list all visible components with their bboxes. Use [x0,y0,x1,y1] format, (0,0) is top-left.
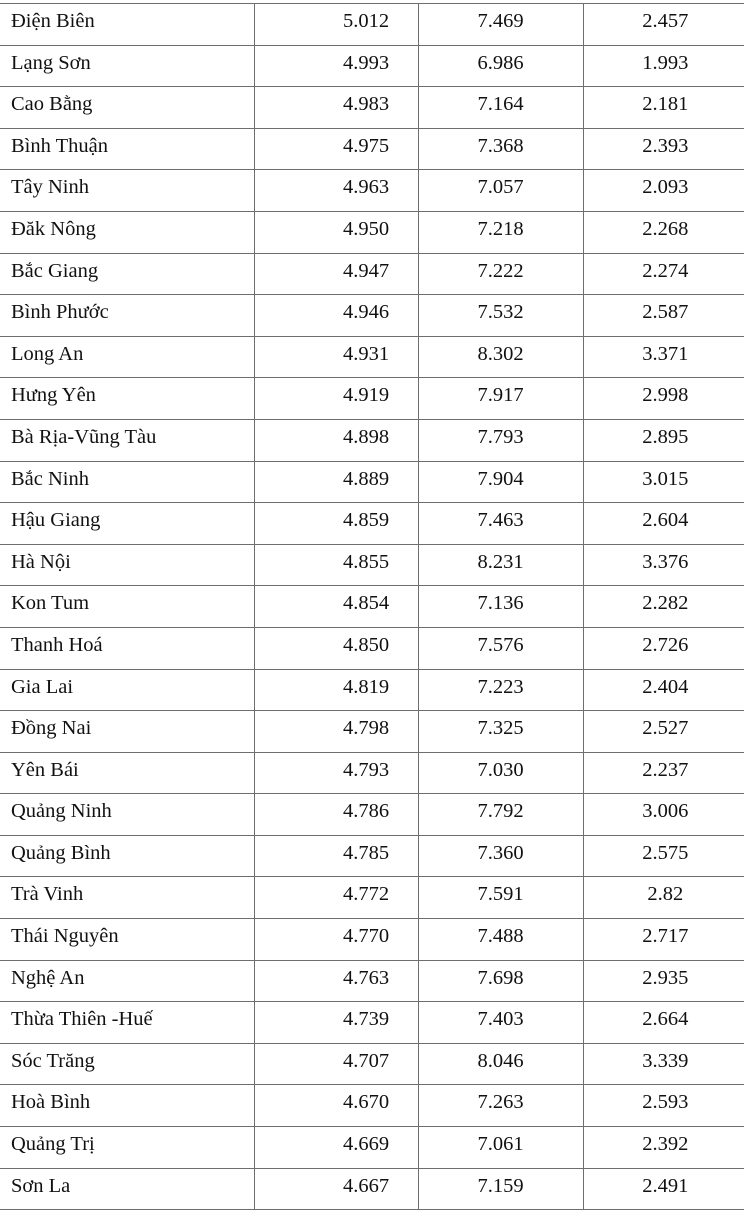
value-3: 3.015 [642,467,689,490]
value-2-cell [418,461,583,503]
value-3: 1.993 [642,51,689,74]
value-3: 2.268 [642,217,689,240]
value-1-cell [254,45,418,87]
value-3: 2.491 [642,1174,689,1197]
value-1: 4.919 [342,384,390,407]
value-3-cell [583,544,744,586]
province-name-cell [0,919,254,961]
value-2: 7.222 [477,259,524,282]
value-1: 4.889 [342,467,390,490]
value-1-cell [254,378,418,420]
value-3-cell [583,253,744,295]
value-1-cell [254,170,418,212]
value-3-cell [583,1168,744,1210]
province-name-cell [0,128,254,170]
table-row [0,378,744,420]
province-name-cell [0,794,254,836]
value-1-cell [254,1043,418,1085]
value-1-cell [254,1002,418,1044]
value-3-cell [583,1002,744,1044]
value-2: 7.030 [477,758,524,781]
table-row [0,877,744,919]
table-row [0,295,744,337]
value-1: 4.859 [342,509,390,532]
value-3-cell [583,45,744,87]
value-3-cell [583,4,744,46]
value-1-cell [254,586,418,628]
value-2-cell [418,128,583,170]
value-3-cell [583,960,744,1002]
table-row [0,336,744,378]
province-name: Bắc Giang [11,259,99,282]
value-1-cell [254,461,418,503]
value-1: 4.770 [342,925,390,948]
value-1: 4.850 [342,633,390,656]
value-2: 7.159 [477,1174,524,1197]
value-1-cell [254,919,418,961]
province-name-cell [0,45,254,87]
value-2: 7.136 [477,592,524,615]
value-1-cell [254,1168,418,1210]
value-3: 2.457 [642,10,689,32]
value-1-cell [254,835,418,877]
value-3-cell [583,87,744,129]
value-3-cell [583,794,744,836]
value-1-cell [254,503,418,545]
value-3-cell [583,503,744,545]
value-2: 7.223 [477,675,524,698]
value-2: 7.576 [477,633,524,656]
province-name: Bình Phước [11,301,109,324]
value-1: 4.819 [342,675,390,698]
value-1-cell [254,1127,418,1169]
value-2: 7.360 [477,841,524,864]
value-1: 4.854 [342,592,390,615]
table-row [0,1127,744,1169]
value-2-cell [418,211,583,253]
table-row [0,503,744,545]
value-3: 2.82 [647,883,684,906]
value-2-cell [418,503,583,545]
value-3-cell [583,128,744,170]
value-3-cell [583,378,744,420]
value-1: 4.670 [342,1091,390,1114]
value-1: 4.898 [342,425,390,448]
province-name: Long An [11,342,84,365]
value-1: 4.793 [342,758,390,781]
value-3-cell [583,711,744,753]
value-2-cell [418,794,583,836]
value-3-cell [583,669,744,711]
table-row [0,128,744,170]
province-name-cell [0,711,254,753]
province-name: Sóc Trăng [11,1049,95,1072]
province-name-cell [0,211,254,253]
value-2-cell [418,627,583,669]
value-1-cell [254,211,418,253]
value-3: 2.717 [642,925,689,948]
value-2-cell [418,752,583,794]
value-3-cell [583,1043,744,1085]
province-name-cell [0,544,254,586]
value-3-cell [583,211,744,253]
value-1-cell [254,87,418,129]
table-row [0,794,744,836]
province-name-cell [0,419,254,461]
value-2: 7.403 [477,1008,524,1031]
table-row [0,960,744,1002]
table-row [0,1085,744,1127]
value-2: 6.986 [477,51,524,74]
province-name-cell [0,1168,254,1210]
value-3-cell [583,919,744,961]
table-row [0,211,744,253]
table-row [0,669,744,711]
value-3: 2.593 [642,1091,689,1114]
value-2-cell [418,295,583,337]
value-1-cell [254,544,418,586]
value-1: 5.012 [342,10,390,32]
value-2: 7.488 [477,925,524,948]
table-row [0,919,744,961]
value-2-cell [418,45,583,87]
value-1-cell [254,253,418,295]
province-name: Bình Thuận [11,134,108,157]
province-name-cell [0,253,254,295]
province-name-cell [0,295,254,337]
province-name: Sơn La [11,1174,71,1197]
value-3: 2.664 [642,1008,689,1031]
value-1: 4.946 [342,301,390,324]
value-2: 7.792 [477,800,524,823]
province-name-cell [0,586,254,628]
value-1: 4.785 [342,841,390,864]
value-3: 2.274 [642,259,689,282]
value-3: 2.282 [642,592,689,615]
province-name-cell [0,378,254,420]
province-name: Điện Biên [11,10,95,32]
province-name: Quảng Bình [11,841,111,864]
province-name-cell [0,1002,254,1044]
value-1: 4.667 [342,1174,390,1197]
value-2-cell [418,4,583,46]
province-name: Hoà Bình [11,1091,91,1114]
province-name: Lạng Sơn [11,51,91,74]
value-2-cell [418,877,583,919]
value-3: 3.376 [642,550,689,573]
value-1: 4.798 [342,717,390,740]
value-3-cell [583,1085,744,1127]
province-name: Thái Nguyên [11,925,119,948]
value-1-cell [254,752,418,794]
table-row [0,627,744,669]
province-name: Hậu Giang [11,509,101,532]
value-3: 2.181 [642,93,689,116]
value-2: 7.698 [477,966,524,989]
value-1: 4.963 [342,176,390,199]
value-3-cell [583,336,744,378]
value-1: 4.669 [342,1133,390,1156]
province-name-cell [0,877,254,919]
value-2-cell [418,1168,583,1210]
province-name-cell [0,503,254,545]
table-row [0,752,744,794]
province-name: Hà Nội [11,550,71,573]
table-row [0,461,744,503]
value-1: 4.772 [342,883,390,906]
value-3: 2.404 [642,675,689,698]
table-row [0,1002,744,1044]
province-name: Nghệ An [11,966,85,989]
value-3-cell [583,752,744,794]
table-row [0,1168,744,1210]
value-3-cell [583,461,744,503]
value-1: 4.855 [342,550,390,573]
value-1-cell [254,1085,418,1127]
value-2-cell [418,419,583,461]
value-2: 7.057 [477,176,524,199]
value-2: 8.302 [477,342,524,365]
value-2: 8.231 [477,550,524,573]
value-3-cell [583,1127,744,1169]
value-3: 2.895 [642,425,689,448]
value-3: 3.339 [642,1049,689,1072]
value-3: 2.393 [642,134,689,157]
value-2-cell [418,336,583,378]
province-name-cell [0,1085,254,1127]
value-2-cell [418,1002,583,1044]
value-1-cell [254,4,418,46]
value-2: 7.591 [477,883,524,906]
value-3: 2.093 [642,176,689,199]
value-2: 7.469 [477,10,524,32]
table-row [0,835,744,877]
value-3-cell [583,295,744,337]
value-2: 7.532 [477,301,524,324]
value-3: 2.237 [642,758,689,781]
value-3: 2.726 [642,633,689,656]
value-3: 2.935 [642,966,689,989]
value-3: 2.575 [642,841,689,864]
province-name-cell [0,336,254,378]
value-2: 7.325 [477,717,524,740]
value-2: 7.164 [477,93,524,116]
table-row [0,711,744,753]
value-1-cell [254,336,418,378]
province-name: Trà Vinh [11,883,84,906]
province-data-table [0,3,744,1210]
province-name: Bắc Ninh [11,467,89,490]
value-2: 7.218 [477,217,524,240]
province-name-cell [0,1127,254,1169]
province-name: Gia Lai [11,675,74,698]
value-2: 7.904 [477,467,524,490]
province-name-cell [0,461,254,503]
value-3-cell [583,627,744,669]
value-3: 2.998 [642,384,689,407]
value-1: 4.950 [342,217,390,240]
province-name-cell [0,4,254,46]
province-name-cell [0,752,254,794]
table-row [0,45,744,87]
value-2: 7.061 [477,1133,524,1156]
value-3-cell [583,419,744,461]
value-3: 3.371 [642,342,689,365]
value-2-cell [418,919,583,961]
value-2: 7.263 [477,1091,524,1114]
value-1-cell [254,669,418,711]
table-row [0,170,744,212]
value-3: 3.006 [642,800,689,823]
value-2-cell [418,253,583,295]
value-2-cell [418,1085,583,1127]
value-2-cell [418,378,583,420]
value-2-cell [418,960,583,1002]
province-name: Thanh Hoá [11,633,103,656]
province-name-cell [0,1043,254,1085]
province-data-table-container [0,3,744,1210]
province-name: Hưng Yên [11,384,96,407]
value-1: 4.739 [342,1008,390,1031]
value-1: 4.707 [342,1049,390,1072]
value-1-cell [254,711,418,753]
value-2-cell [418,170,583,212]
table-row [0,1043,744,1085]
table-row [0,87,744,129]
value-2-cell [418,544,583,586]
province-name: Đồng Nai [11,717,92,740]
province-name: Đăk Nông [11,217,96,240]
table-row [0,419,744,461]
province-name-cell [0,669,254,711]
table-row [0,253,744,295]
value-2: 7.793 [477,425,524,448]
province-name: Quảng Ninh [11,800,112,823]
province-name: Kon Tum [11,592,90,615]
province-name: Tây Ninh [11,176,89,199]
value-2: 7.368 [477,134,524,157]
value-3: 2.604 [642,509,689,532]
value-1-cell [254,794,418,836]
table-row [0,586,744,628]
table-row [0,4,744,46]
province-name: Quảng Trị [11,1133,95,1156]
province-name: Cao Bằng [11,93,93,116]
province-name-cell [0,960,254,1002]
value-2-cell [418,1043,583,1085]
value-2: 8.046 [477,1049,524,1072]
value-1: 4.993 [342,51,390,74]
province-name-cell [0,835,254,877]
value-2-cell [418,1127,583,1169]
value-3: 2.527 [642,717,689,740]
value-2-cell [418,711,583,753]
value-2-cell [418,835,583,877]
province-name: Yên Bái [11,758,79,781]
value-3: 2.392 [642,1133,689,1156]
province-name-cell [0,627,254,669]
table-row [0,544,744,586]
province-name: Thừa Thiên -Huế [11,1008,153,1031]
value-3-cell [583,835,744,877]
table-body [0,4,744,1210]
value-2-cell [418,586,583,628]
value-3-cell [583,877,744,919]
value-2: 7.463 [477,509,524,532]
value-1-cell [254,960,418,1002]
value-1-cell [254,877,418,919]
province-name-cell [0,170,254,212]
value-1: 4.975 [342,134,390,157]
value-1: 4.947 [342,259,390,282]
value-2-cell [418,87,583,129]
value-1: 4.931 [342,342,390,365]
value-1: 4.983 [342,93,390,116]
value-1-cell [254,627,418,669]
value-3-cell [583,170,744,212]
value-1-cell [254,419,418,461]
province-name-cell [0,87,254,129]
value-2-cell [418,669,583,711]
value-3: 2.587 [642,301,689,324]
value-1-cell [254,128,418,170]
value-2: 7.917 [477,384,524,407]
value-1-cell [254,295,418,337]
province-name: Bà Rịa-Vũng Tàu [11,425,157,448]
value-1: 4.763 [342,966,390,989]
value-3-cell [583,586,744,628]
value-1: 4.786 [342,800,390,823]
